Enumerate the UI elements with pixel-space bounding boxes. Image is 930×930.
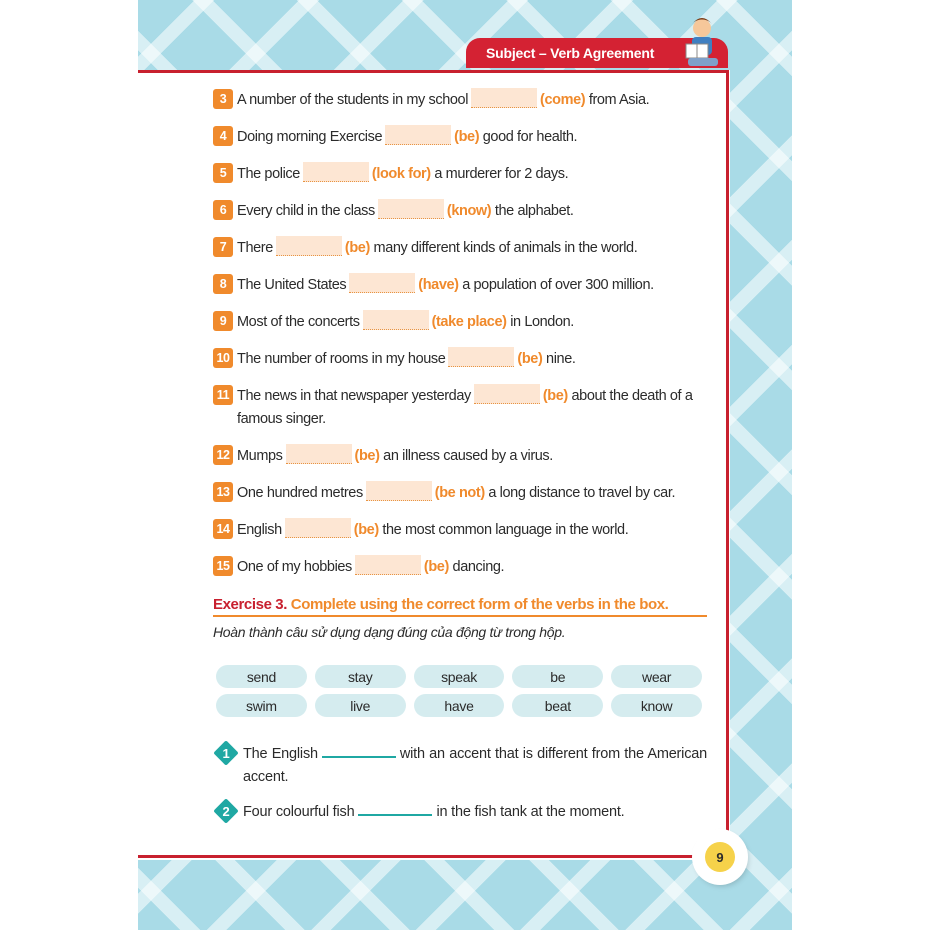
answer-blank[interactable]: [303, 162, 369, 182]
item-text: Doing morning Exercise: [237, 129, 383, 145]
list-item: [213, 199, 707, 223]
item-text: The United States: [237, 277, 347, 293]
answer-line[interactable]: [322, 742, 396, 758]
answer-blank[interactable]: [474, 384, 540, 404]
page-number-badge: [694, 831, 746, 883]
answer-blank[interactable]: [385, 125, 451, 145]
item-text: about the death of a famous singer.: [237, 388, 693, 427]
verb-hint: (be): [454, 129, 480, 145]
answer-blank[interactable]: [349, 273, 415, 293]
word-chip: stay: [315, 665, 406, 688]
verb-hint: (be): [423, 559, 449, 575]
word-chip: beat: [512, 694, 603, 717]
verb-hint: (be): [542, 388, 568, 404]
word-chip: have: [414, 694, 505, 717]
verb-hint: (take place): [431, 314, 507, 330]
question-number: 2: [222, 804, 230, 819]
item-text: good for health.: [482, 129, 578, 145]
item-text: a long distance to travel by car.: [488, 485, 676, 501]
list-item: [213, 518, 707, 542]
item-text: an illness caused by a virus.: [383, 448, 553, 464]
verb-hint: (be): [344, 240, 370, 256]
answer-line[interactable]: [358, 800, 432, 816]
item-number: 3: [213, 89, 233, 109]
item-number: 11: [213, 385, 233, 405]
answer-blank[interactable]: [366, 481, 432, 501]
answer-blank[interactable]: [363, 310, 429, 330]
item-text: The news in that newspaper yesterday: [237, 388, 471, 404]
item-number: 9: [213, 311, 233, 331]
item-text: One of my hobbies: [237, 559, 352, 575]
word-chip: be: [512, 665, 603, 688]
verb-hint: (be not): [434, 485, 485, 501]
verb-hint: (know): [446, 203, 492, 219]
word-chip: live: [315, 694, 406, 717]
right-border-line: [726, 70, 729, 857]
item-text: Most of the concerts: [237, 314, 360, 330]
answer-blank[interactable]: [285, 518, 351, 538]
item-text: Every child in the class: [237, 203, 375, 219]
verb-hint: (look for): [371, 166, 431, 182]
item-text: One hundred metres: [237, 485, 363, 501]
word-chip: send: [216, 665, 307, 688]
question-text: Four colourful fish: [243, 804, 355, 820]
question-number-badge: [213, 800, 239, 826]
item-text: A number of the students in my school: [237, 92, 469, 108]
item-number: 13: [213, 482, 233, 502]
exercise-label: Exercise 3.: [213, 596, 287, 613]
word-chip: wear: [611, 665, 702, 688]
answer-blank[interactable]: [286, 444, 352, 464]
list-item: [213, 125, 707, 149]
reading-boy-mascot-icon: [676, 14, 724, 74]
word-chip: swim: [216, 694, 307, 717]
exercise-instruction: Complete using the correct form of the verbs in the box.: [290, 596, 669, 613]
word-chip: know: [611, 694, 702, 717]
bottom-border-line: [138, 855, 698, 858]
item-number: 15: [213, 556, 233, 576]
item-text: The number of rooms in my house: [237, 351, 446, 367]
item-text: There: [237, 240, 273, 256]
list-item: [213, 88, 707, 112]
list-item: [213, 347, 707, 371]
item-text: The police: [237, 166, 300, 182]
item-text: the alphabet.: [494, 203, 574, 219]
item-text: Mumps: [237, 448, 283, 464]
exercise-items: [213, 88, 707, 592]
answer-blank[interactable]: [448, 347, 514, 367]
word-chip: speak: [414, 665, 505, 688]
list-item: [213, 273, 707, 297]
list-item: [213, 236, 707, 260]
page-number: 9: [705, 842, 735, 872]
answer-blank[interactable]: [355, 555, 421, 575]
exercise-3-question: [213, 742, 707, 789]
verb-hint: (come): [540, 92, 586, 108]
section-title: Subject – Verb Agreement: [486, 45, 655, 61]
verb-hint: (have): [418, 277, 459, 293]
item-text: nine.: [546, 351, 576, 367]
list-item: [213, 555, 707, 579]
item-text: in London.: [510, 314, 574, 330]
item-number: 4: [213, 126, 233, 146]
item-text: the most common language in the world.: [382, 522, 629, 538]
verb-hint: (be): [354, 448, 380, 464]
question-number: 1: [222, 746, 230, 761]
answer-blank[interactable]: [471, 88, 537, 108]
item-text: a murderer for 2 days.: [434, 166, 569, 182]
item-number: 14: [213, 519, 233, 539]
list-item: [213, 384, 707, 431]
verb-hint: (be): [517, 351, 543, 367]
item-number: 10: [213, 348, 233, 368]
item-number: 8: [213, 274, 233, 294]
exercise-3-heading: [213, 596, 707, 617]
item-number: 12: [213, 445, 233, 465]
verb-word-box: [216, 665, 702, 717]
exercise-translation: Hoàn thành câu sử dụng dạng đúng của động từ trong hộp.: [213, 624, 566, 640]
top-border-line: [138, 70, 728, 73]
list-item: [213, 481, 707, 505]
exercise-3-question: [213, 800, 707, 826]
question-text: The English: [243, 746, 318, 762]
answer-blank[interactable]: [276, 236, 342, 256]
list-item: [213, 310, 707, 334]
item-text: English: [237, 522, 282, 538]
verb-hint: (be): [353, 522, 379, 538]
list-item: [213, 162, 707, 186]
list-item: [213, 444, 707, 468]
item-text: from Asia.: [588, 92, 650, 108]
item-number: 6: [213, 200, 233, 220]
question-text: in the fish tank at the moment.: [436, 804, 625, 820]
item-text: many different kinds of animals in the world.: [373, 240, 638, 256]
item-text: dancing.: [452, 559, 505, 575]
question-number-badge: [213, 742, 239, 768]
answer-blank[interactable]: [378, 199, 444, 219]
item-text: a population of over 300 million.: [462, 277, 654, 293]
workbook-page: [138, 0, 792, 930]
item-number: 5: [213, 163, 233, 183]
item-number: 7: [213, 237, 233, 257]
question-text: with an accent that is different from the American accent.: [243, 746, 707, 785]
